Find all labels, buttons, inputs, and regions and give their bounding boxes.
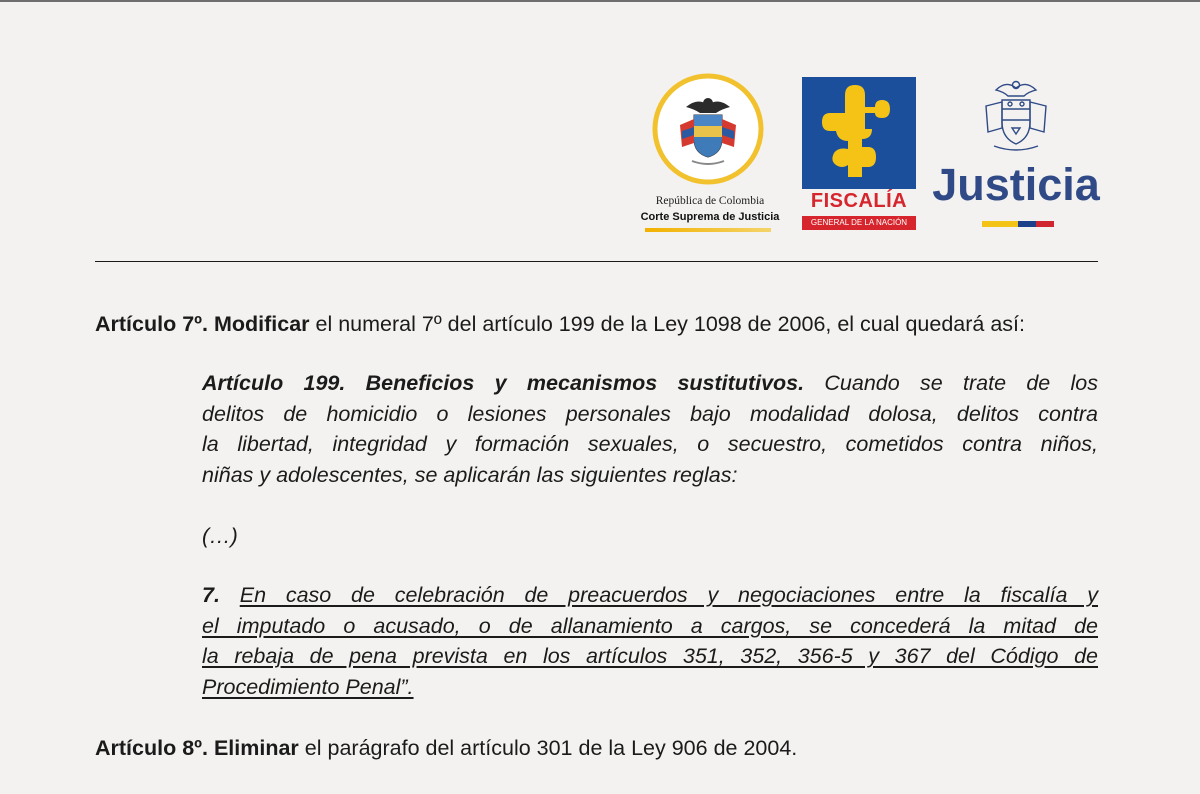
flag-yellow	[982, 221, 1018, 227]
justicia-wordmark: Justicia	[932, 159, 1100, 210]
quote-line-1-rest: Cuando se trate de los	[804, 371, 1099, 395]
corte-suprema-text: Corte Suprema de Justicia	[640, 211, 780, 223]
article-7-paragraph	[95, 309, 1105, 339]
article-7-action: Modificar	[213, 312, 310, 336]
ellipsis-paragraph	[202, 521, 1098, 552]
numeral-line-4-wrap	[202, 672, 1098, 703]
corte-accent-bar	[645, 228, 771, 232]
article-8-action: Eliminar	[213, 736, 299, 760]
top-border	[0, 0, 1200, 2]
quote-line-2: delitos de homicidio o lesiones personales bajo modalidad dolosa, delitos contra	[202, 401, 1098, 426]
flag-blue	[1018, 221, 1036, 227]
quote-line-4: niñas y adolescentes, se aplicarán las siguientes reglas:	[202, 462, 738, 487]
article-199-title: Artículo 199. Beneficios y mecanismos sustitutivos.	[202, 371, 805, 395]
fiscalia-name: FISCALÍA	[810, 190, 908, 212]
coat-of-arms-icon	[652, 73, 764, 185]
flag-red	[1036, 221, 1054, 227]
article-8-paragraph	[95, 733, 1105, 763]
numeral-7-number: 7.	[202, 583, 220, 607]
article-7-text: el numeral 7º del artículo 199 de la Ley 1098 de 2006, el cual quedará así:	[309, 312, 1025, 336]
fiscalia-emblem-box	[802, 77, 916, 189]
republica-de-colombia-text: República de Colombia	[655, 195, 765, 207]
justicia-logo	[930, 76, 1102, 234]
numeral-line-1-text: En caso de celebración de preacuerdos y negociaciones entre la fiscalía y	[239, 583, 1098, 607]
ellipsis-text: (…)	[202, 524, 238, 548]
article-199-quote	[202, 368, 1098, 490]
fiscalia-logo	[802, 77, 916, 233]
numeral-line-4: Procedimiento Penal”.	[202, 674, 414, 699]
flag-colors-bar	[982, 221, 1054, 227]
fiscalia-subtitle: GENERAL DE LA NACIÓN	[802, 216, 916, 230]
numeral-line-3: la rebaja de pena prevista en los artículos 351, 352, 356-5 y 367 del Código de	[202, 644, 1098, 668]
numeral-line-1	[202, 580, 1098, 611]
quote-line-3: la libertad, integridad y formación sexuales, o secuestro, cometidos contra niños,	[202, 432, 1098, 456]
numeral-7-quote	[202, 580, 1098, 702]
corte-suprema-logo	[640, 70, 780, 236]
header-divider	[95, 261, 1098, 262]
article-8-label: Artículo 8º.	[95, 736, 208, 760]
article-7-label: Artículo 7º.	[95, 312, 208, 336]
article-8-text: el parágrafo del artículo 301 de la Ley 906 de 2004.	[298, 736, 798, 760]
puzzle-piece-icon	[802, 77, 916, 189]
numeral-line-2: el imputado o acusado, o de allanamiento a cargos, se concederá la mitad de	[202, 613, 1098, 638]
coat-of-arms-outline-icon	[980, 76, 1052, 156]
quote-line-1	[202, 368, 1098, 399]
